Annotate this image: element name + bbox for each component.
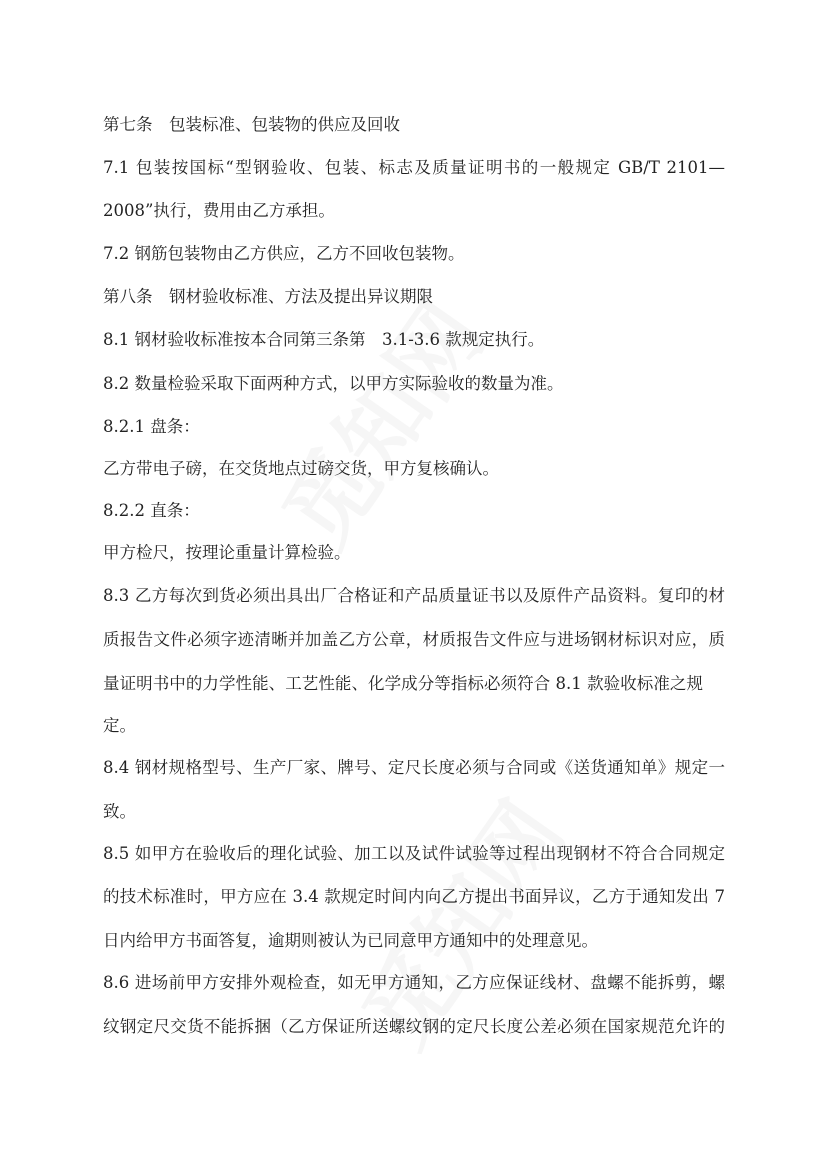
paragraph-line: 8.6 进场前甲方安排外观检查，如无甲方通知，乙方应保证线材、盘螺不能拆剪，螺 — [103, 973, 725, 992]
paragraph-line: 量证明书中的力学性能、工艺性能、化学成分等指标必须符合 8.1 款验收标准之规 — [103, 674, 703, 693]
paragraph-line: 致。 — [103, 802, 136, 821]
paragraph-line: 8.5 如甲方在验收后的理化试验、加工以及试件试验等过程出现钢材不符合合同规定 — [103, 844, 725, 863]
paragraph-line: 8.2 数量检验采取下面两种方式，以甲方实际验收的数量为准。 — [103, 374, 564, 393]
paragraph-line: 8.2.2 直条： — [103, 501, 200, 520]
paragraph-line: 8.4 钢材规格型号、生产厂家、牌号、定尺长度必须与合同或《送货通知单》规定一 — [103, 758, 725, 777]
paragraph-line: 质报告文件必须字迹清晰并加盖乙方公章，材质报告文件应与进场钢材标识对应，质 — [103, 630, 725, 649]
paragraph-line: 纹钢定尺交货不能拆捆（乙方保证所送螺纹钢的定尺长度公差必须在国家规范允许的 — [103, 1017, 725, 1036]
paragraph-line: 7.1 包装按国标“型钢验收、包装、标志及质量证明书的一般规定 GB/T 2101— — [103, 158, 725, 177]
paragraph-line: 8.1 钢材验收标准按本合同第三条第 3.1-3.6 款规定执行。 — [103, 330, 545, 349]
paragraph-line: 乙方带电子磅，在交货地点过磅交货，甲方复核确认。 — [103, 459, 499, 478]
paragraph-line: 7.2 钢筋包装物由乙方供应，乙方不回收包装物。 — [103, 244, 465, 263]
paragraph-line: 8.2.1 盘条： — [103, 417, 200, 436]
paragraph-line: 2008”执行，费用由乙方承担。 — [103, 201, 335, 220]
paragraph-line: 8.3 乙方每次到货必须出具出厂合格证和产品质量证书以及原件产品资料。复印的材 — [103, 586, 725, 605]
article-8-heading: 第八条 钢材验收标准、方法及提出异议期限 — [103, 287, 433, 306]
paragraph-line: 日内给甲方书面答复，逾期则被认为已同意甲方通知中的处理意见。 — [103, 931, 598, 950]
paragraph-line: 甲方检尺，按理论重量计算检验。 — [103, 543, 351, 562]
paragraph-line: 定。 — [103, 716, 136, 735]
paragraph-line: 的技术标准时，甲方应在 3.4 款规定时间内向乙方提出书面异议，乙方于通知发出 7 — [103, 887, 725, 906]
article-7-heading: 第七条 包装标准、包装物的供应及回收 — [103, 115, 400, 134]
